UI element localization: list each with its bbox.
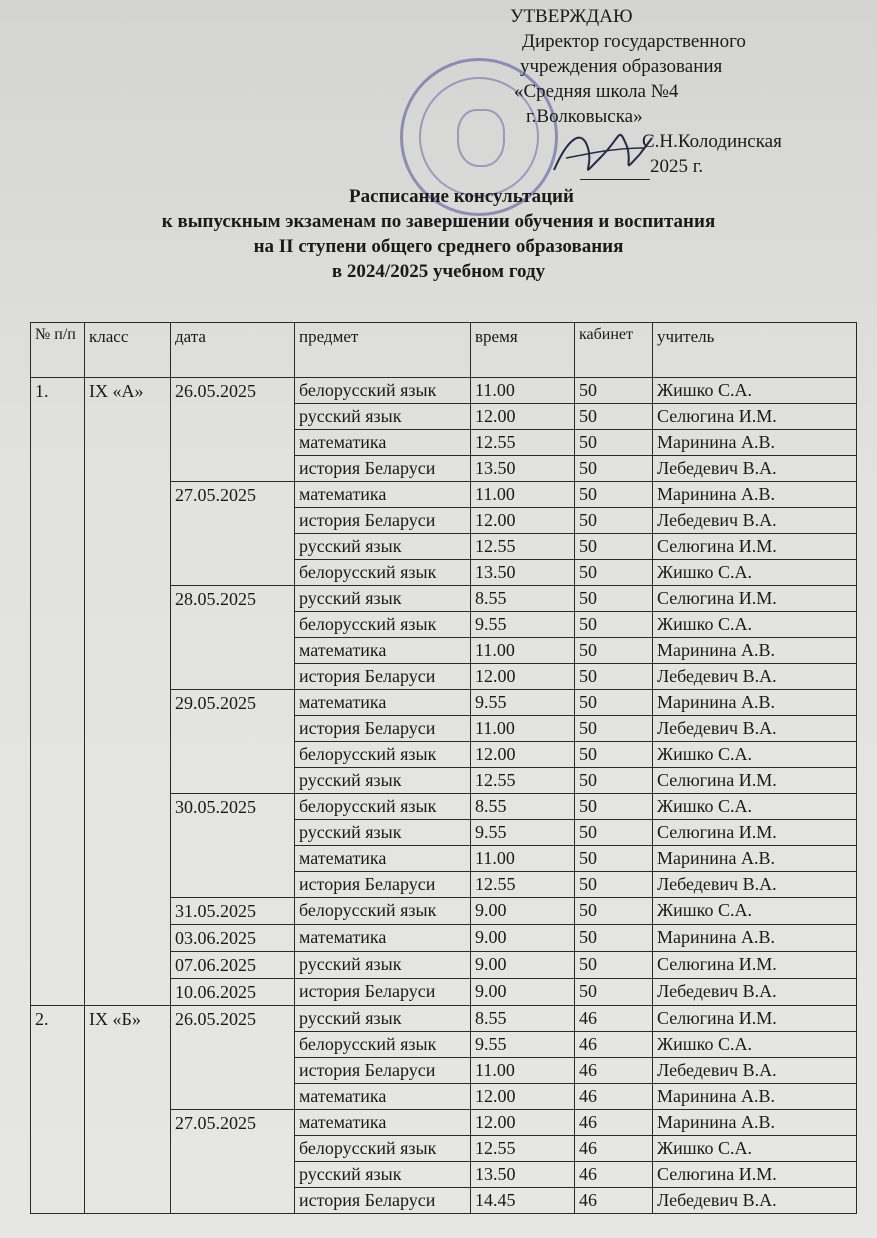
teacher-cell: Жишко С.А. (653, 560, 857, 586)
teacher-cell: Селюгина И.М. (653, 534, 857, 560)
subject-cell: математика (295, 430, 471, 456)
subject-cell: русский язык (295, 820, 471, 846)
room-cell: 50 (575, 508, 653, 534)
header-cell-number: № п/п (31, 323, 85, 378)
room-cell: 50 (575, 979, 653, 1006)
subject-cell: математика (295, 846, 471, 872)
date-cell: 31.05.2025 (171, 898, 295, 925)
room-cell: 50 (575, 430, 653, 456)
subject-cell: белорусский язык (295, 1136, 471, 1162)
room-cell: 50 (575, 534, 653, 560)
teacher-cell: Маринина А.В. (653, 638, 857, 664)
time-cell: 12.00 (471, 1110, 575, 1136)
subject-cell: история Беларуси (295, 872, 471, 898)
document-title (0, 184, 877, 284)
subject-cell: белорусский язык (295, 612, 471, 638)
time-cell: 13.50 (471, 1162, 575, 1188)
header-cell-class: класс (85, 323, 171, 378)
time-cell: 12.00 (471, 742, 575, 768)
room-cell: 50 (575, 768, 653, 794)
subject-cell: математика (295, 1084, 471, 1110)
subject-cell: белорусский язык (295, 378, 471, 404)
teacher-cell: Лебедевич В.А. (653, 508, 857, 534)
room-cell: 46 (575, 1032, 653, 1058)
date-cell: 10.06.2025 (171, 979, 295, 1006)
header-cell-date: дата (171, 323, 295, 378)
subject-cell: история Беларуси (295, 716, 471, 742)
title-line: Расписание консультаций (349, 186, 574, 207)
time-cell: 9.00 (471, 925, 575, 952)
row-number-cell: 1. (31, 378, 85, 1006)
room-cell: 50 (575, 846, 653, 872)
subject-cell: история Беларуси (295, 456, 471, 482)
subject-cell: история Беларуси (295, 508, 471, 534)
room-cell: 50 (575, 404, 653, 430)
date-cell: 26.05.2025 (171, 1006, 295, 1110)
room-cell: 50 (575, 560, 653, 586)
teacher-cell: Жишко С.А. (653, 612, 857, 638)
teacher-cell: Лебедевич В.А. (653, 1058, 857, 1084)
subject-cell: математика (295, 1110, 471, 1136)
teacher-cell: Жишко С.А. (653, 378, 857, 404)
teacher-cell: Лебедевич В.А. (653, 1188, 857, 1214)
subject-cell: история Беларуси (295, 664, 471, 690)
subject-cell: белорусский язык (295, 1032, 471, 1058)
teacher-cell: Жишко С.А. (653, 898, 857, 925)
date-cell: 27.05.2025 (171, 482, 295, 586)
room-cell: 46 (575, 1084, 653, 1110)
subject-cell: русский язык (295, 534, 471, 560)
subject-cell: белорусский язык (295, 794, 471, 820)
time-cell: 11.00 (471, 638, 575, 664)
time-cell: 9.55 (471, 690, 575, 716)
room-cell: 46 (575, 1006, 653, 1032)
room-cell: 50 (575, 664, 653, 690)
teacher-cell: Жишко С.А. (653, 794, 857, 820)
date-cell: 07.06.2025 (171, 952, 295, 979)
room-cell: 50 (575, 742, 653, 768)
teacher-cell: Маринина А.В. (653, 925, 857, 952)
subject-cell: математика (295, 482, 471, 508)
time-cell: 9.00 (471, 952, 575, 979)
date-cell: 27.05.2025 (171, 1110, 295, 1214)
time-cell: 11.00 (471, 846, 575, 872)
approval-line: г.Волковыска» (526, 106, 643, 127)
subject-cell: история Беларуси (295, 1058, 471, 1084)
subject-cell: белорусский язык (295, 742, 471, 768)
room-cell: 50 (575, 872, 653, 898)
time-cell: 12.55 (471, 534, 575, 560)
approval-line: Директор государственного (522, 31, 746, 52)
approval-line: «Средняя школа №4 (514, 81, 679, 102)
subject-cell: русский язык (295, 1006, 471, 1032)
teacher-cell: Селюгина И.М. (653, 820, 857, 846)
teacher-cell: Лебедевич В.А. (653, 456, 857, 482)
title-line: в 2024/2025 учебном году (331, 261, 546, 282)
subject-cell: история Беларуси (295, 979, 471, 1006)
teacher-cell: Селюгина И.М. (653, 1162, 857, 1188)
teacher-cell: Лебедевич В.А. (653, 872, 857, 898)
teacher-cell: Лебедевич В.А. (653, 716, 857, 742)
subject-cell: математика (295, 925, 471, 952)
subject-cell: русский язык (295, 952, 471, 979)
teacher-cell: Жишко С.А. (653, 1136, 857, 1162)
time-cell: 14.45 (471, 1188, 575, 1214)
subject-cell: русский язык (295, 1162, 471, 1188)
room-cell: 50 (575, 378, 653, 404)
table-row (31, 1006, 857, 1032)
date-cell: 03.06.2025 (171, 925, 295, 952)
time-cell: 11.00 (471, 716, 575, 742)
subject-cell: русский язык (295, 404, 471, 430)
time-cell: 13.50 (471, 456, 575, 482)
subject-cell: история Беларуси (295, 1188, 471, 1214)
time-cell: 12.00 (471, 1084, 575, 1110)
time-cell: 11.00 (471, 378, 575, 404)
room-cell: 50 (575, 820, 653, 846)
approval-heading: УТВЕРЖДАЮ (510, 6, 633, 27)
subject-cell: белорусский язык (295, 898, 471, 925)
date-cell: 28.05.2025 (171, 586, 295, 690)
room-cell: 50 (575, 925, 653, 952)
room-cell: 50 (575, 952, 653, 979)
table-header-row (31, 323, 857, 378)
time-cell: 13.50 (471, 560, 575, 586)
room-cell: 46 (575, 1162, 653, 1188)
room-cell: 50 (575, 638, 653, 664)
approval-signer: С.Н.Колодинская (642, 131, 782, 152)
teacher-cell: Лебедевич В.А. (653, 664, 857, 690)
room-cell: 50 (575, 898, 653, 925)
approval-date-line (480, 154, 870, 180)
subject-cell: математика (295, 690, 471, 716)
time-cell: 9.55 (471, 612, 575, 638)
teacher-cell: Жишко С.А. (653, 1032, 857, 1058)
time-cell: 11.00 (471, 1058, 575, 1084)
subject-cell: белорусский язык (295, 560, 471, 586)
subject-cell: математика (295, 638, 471, 664)
room-cell: 50 (575, 586, 653, 612)
time-cell: 9.00 (471, 979, 575, 1006)
time-cell: 8.55 (471, 586, 575, 612)
schedule-table (30, 322, 857, 1214)
time-cell: 8.55 (471, 794, 575, 820)
schedule-body (31, 378, 857, 1214)
room-cell: 46 (575, 1136, 653, 1162)
time-cell: 12.00 (471, 664, 575, 690)
teacher-cell: Селюгина И.М. (653, 586, 857, 612)
teacher-cell: Селюгина И.М. (653, 952, 857, 979)
room-cell: 50 (575, 456, 653, 482)
row-number-cell: 2. (31, 1006, 85, 1214)
title-line: на II ступени общего среднего образования (253, 236, 624, 257)
time-cell: 12.55 (471, 1136, 575, 1162)
time-cell: 9.00 (471, 898, 575, 925)
table-row (31, 378, 857, 404)
teacher-cell: Маринина А.В. (653, 482, 857, 508)
room-cell: 46 (575, 1058, 653, 1084)
room-cell: 50 (575, 612, 653, 638)
subject-cell: русский язык (295, 768, 471, 794)
title-line: к выпускным экзаменам по завершении обучения и воспитания (161, 211, 716, 232)
teacher-cell: Маринина А.В. (653, 690, 857, 716)
teacher-cell: Маринина А.В. (653, 430, 857, 456)
header-cell-time: время (471, 323, 575, 378)
teacher-cell: Маринина А.В. (653, 1110, 857, 1136)
room-cell: 50 (575, 794, 653, 820)
approval-line: учреждения образования (520, 56, 723, 77)
time-cell: 12.55 (471, 430, 575, 456)
teacher-cell: Маринина А.В. (653, 846, 857, 872)
approval-year: 2025 г. (650, 156, 704, 177)
date-cell: 26.05.2025 (171, 378, 295, 482)
teacher-cell: Селюгина И.М. (653, 1006, 857, 1032)
header-cell-subject: предмет (295, 323, 471, 378)
header-cell-room: кабинет (575, 323, 653, 378)
approval-block (480, 4, 870, 180)
teacher-cell: Жишко С.А. (653, 742, 857, 768)
date-cell: 29.05.2025 (171, 690, 295, 794)
room-cell: 50 (575, 690, 653, 716)
room-cell: 50 (575, 716, 653, 742)
time-cell: 9.55 (471, 820, 575, 846)
room-cell: 46 (575, 1188, 653, 1214)
time-cell: 12.55 (471, 872, 575, 898)
teacher-cell: Селюгина И.М. (653, 404, 857, 430)
approval-signer-line (480, 129, 870, 154)
teacher-cell: Лебедевич В.А. (653, 979, 857, 1006)
time-cell: 12.55 (471, 768, 575, 794)
date-cell: 30.05.2025 (171, 794, 295, 898)
teacher-cell: Маринина А.В. (653, 1084, 857, 1110)
time-cell: 8.55 (471, 1006, 575, 1032)
time-cell: 9.55 (471, 1032, 575, 1058)
class-cell: IX «Б» (85, 1006, 171, 1214)
room-cell: 50 (575, 482, 653, 508)
time-cell: 12.00 (471, 404, 575, 430)
subject-cell: русский язык (295, 586, 471, 612)
teacher-cell: Селюгина И.М. (653, 768, 857, 794)
time-cell: 11.00 (471, 482, 575, 508)
class-cell: IX «А» (85, 378, 171, 1006)
header-cell-teacher: учитель (653, 323, 857, 378)
room-cell: 46 (575, 1110, 653, 1136)
time-cell: 12.00 (471, 508, 575, 534)
